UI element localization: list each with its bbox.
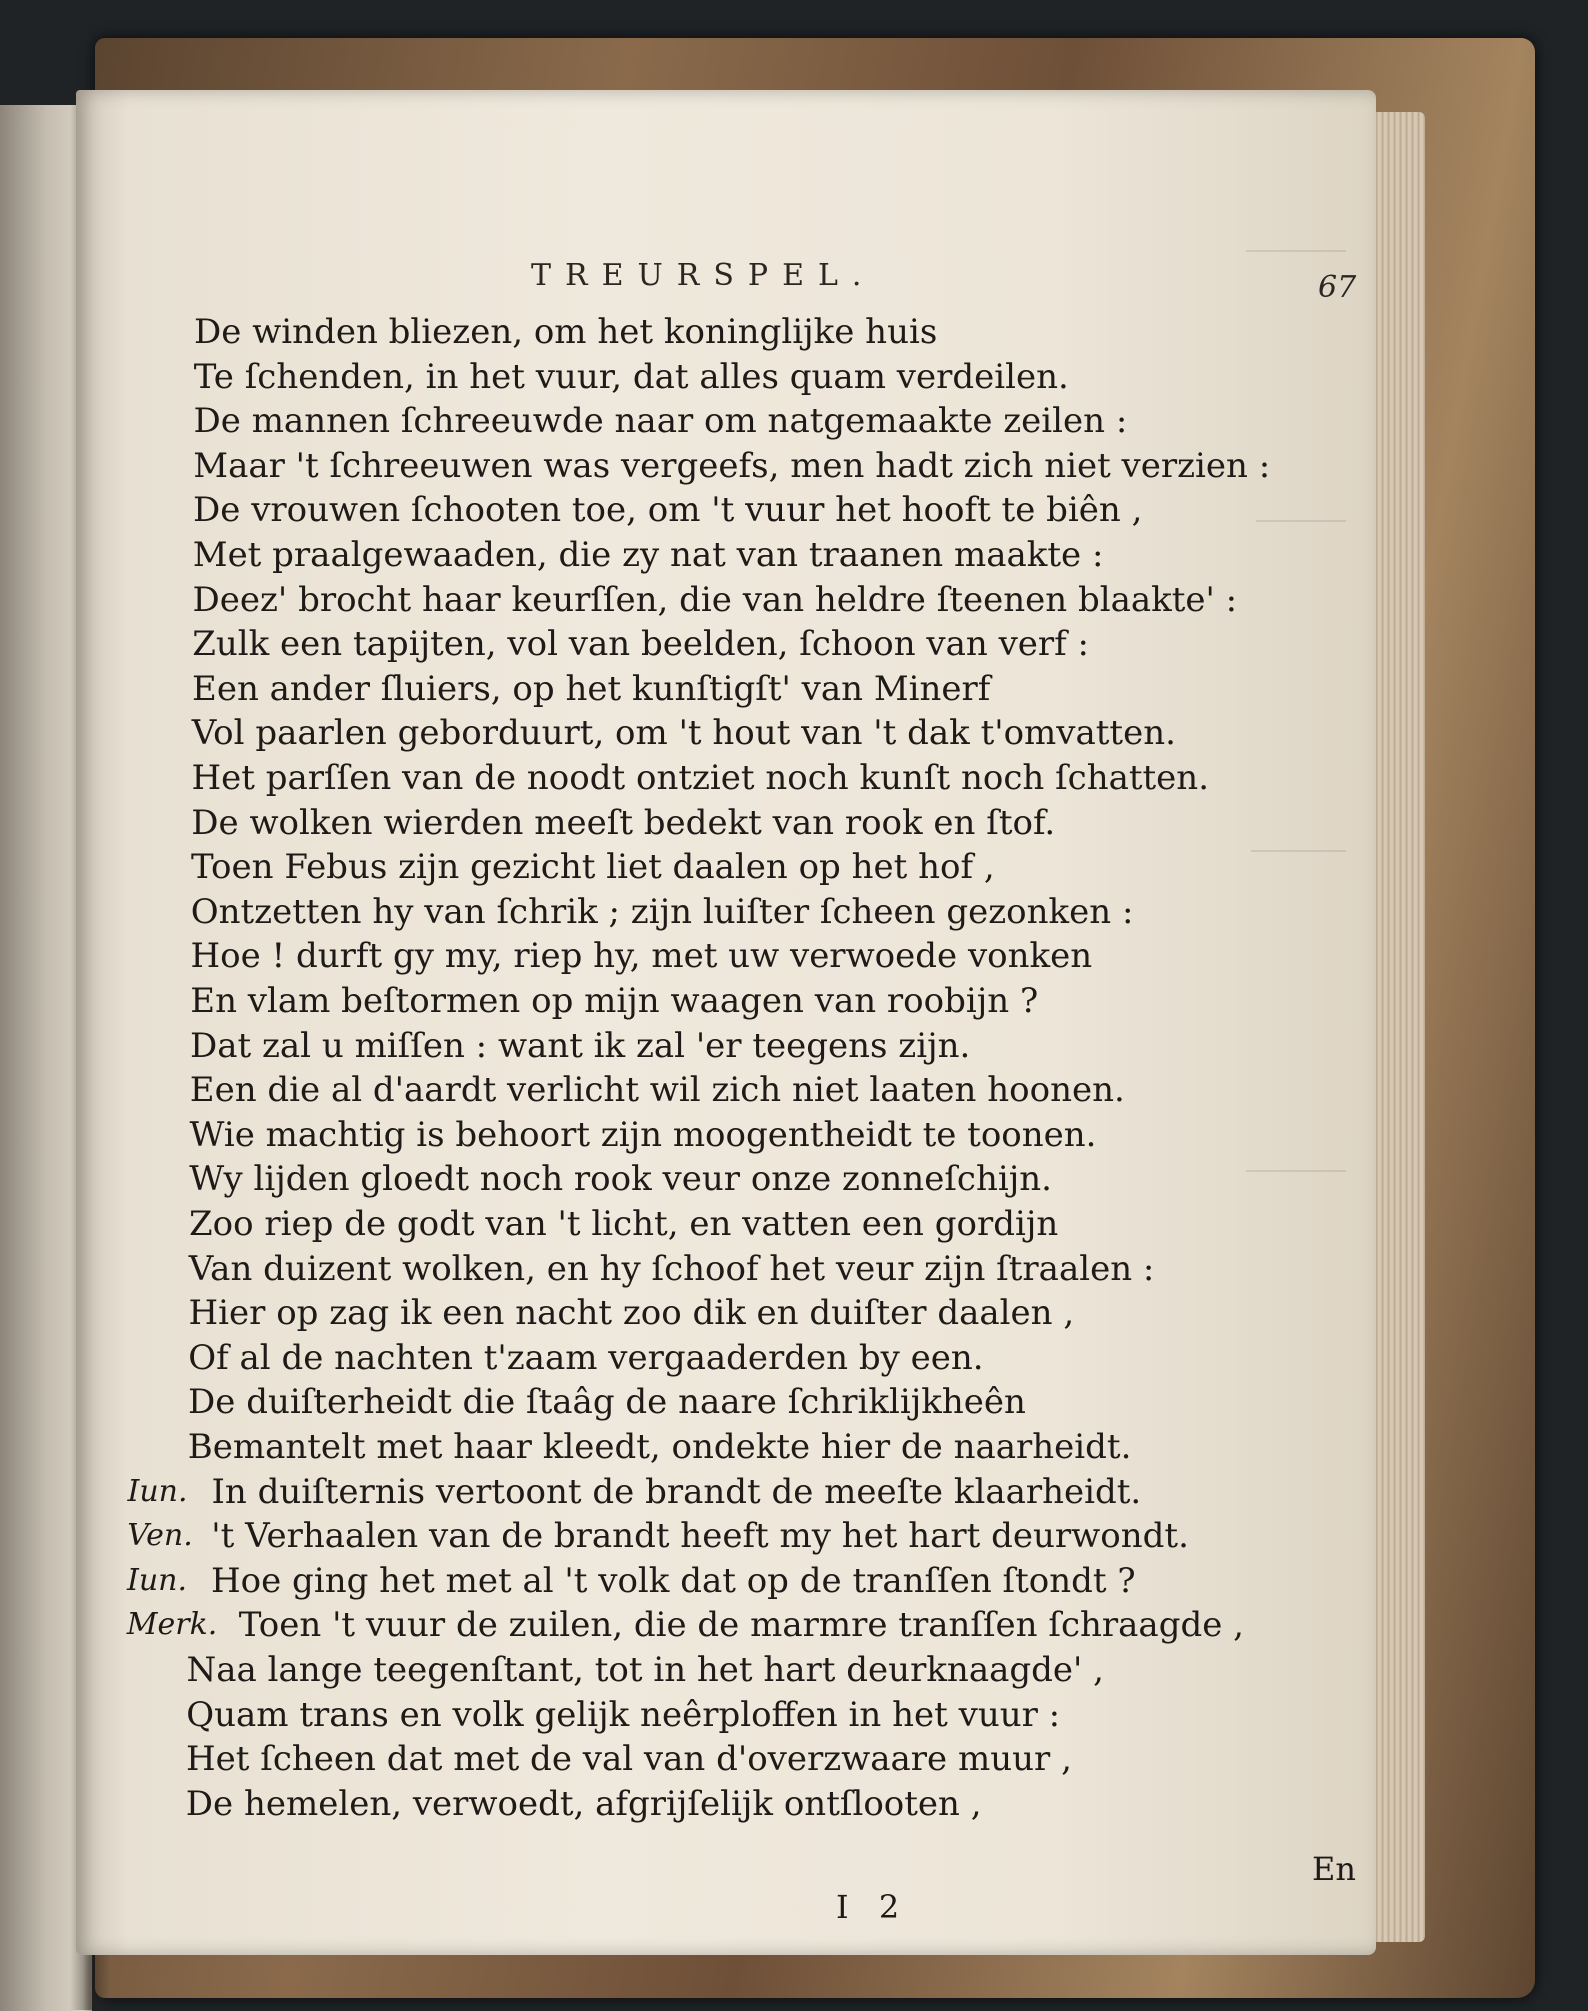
speaker-label: Merk. xyxy=(126,1607,218,1643)
verse-line-text: Hier op zag ik een nacht zoo dik en duiſter daalen , xyxy=(188,1293,1075,1334)
verse-line-text: Bemantelt met haar kleedt, ondekte hier de naarheidt. xyxy=(187,1427,1132,1467)
verse-line-text: De winden bliezen, om het koninglijke huis xyxy=(194,312,938,352)
verse-line-text: Dat zal u miſſen : want ik zal 'er teegens zijn. xyxy=(190,1025,971,1066)
verse-line-text: Hoe ! durft gy my, riep hy, met uw verwoede vonken xyxy=(190,936,1093,977)
speaker-label: Iun. xyxy=(127,1473,188,1509)
verse-line-text: Wy lijden gloedt noch rook veur onze zonneſchijn. xyxy=(189,1159,1052,1200)
verse-line-text: Een ander ſluiers, op het kunſtigſt' van Minerf xyxy=(192,668,991,709)
verse-line-text: De hemelen, verwoedt, afgrijſelijk ontſlooten , xyxy=(185,1783,982,1824)
verse-line-text: Toen 't vuur de zuilen, die de marmre tranſſen ſchraagde , xyxy=(238,1605,1244,1646)
verse-line-text: Van duizent wolken, en hy ſchoof het veur zijn ſtraalen : xyxy=(188,1248,1155,1289)
verse-line-text: Zoo riep de godt van 't licht, en vatten een gordijn xyxy=(189,1204,1059,1244)
verse-line-text: Deez' brocht haar keurſſen, die van heldre ſteenen blaakte' : xyxy=(192,579,1238,620)
verse-line-text: 't Verhaalen van de brandt heeft my het hart deurwondt. xyxy=(211,1516,1189,1557)
verse-line-text: Toen Febus zijn gezicht liet daalen op het hof , xyxy=(191,847,995,888)
speaker-label: Iun. xyxy=(127,1562,188,1598)
verse-line-text: Met praalgewaaden, die zy nat van traanen maakte : xyxy=(192,535,1104,575)
speaker-label: Ven. xyxy=(127,1518,193,1554)
show-through-text xyxy=(1246,1170,1346,1172)
show-through-text xyxy=(1256,520,1346,522)
signature-mark: I 2 xyxy=(836,1888,910,1926)
verse-line-text: Ontzetten hy van ſchrik ; zijn luiſter ſcheen gezonken : xyxy=(190,891,1134,932)
verse-line-text: Quam trans en volk gelijk neêrploffen in het vuur : xyxy=(186,1694,1061,1735)
verse-line-text: De duiſterheidt die ſtaâg de naare ſchriklijkheên xyxy=(188,1382,1026,1423)
show-through-text xyxy=(1246,250,1346,252)
verse-line-text: Zulk een tapijten, vol van beelden, ſchoon van verf : xyxy=(192,624,1090,665)
verse-line-text: De wolken wierden meeſt bedekt van rook en ſtof. xyxy=(191,802,1056,843)
page-number: 67 xyxy=(1318,270,1357,305)
show-through-text xyxy=(1251,850,1346,852)
verse-line-text: Een die al d'aardt verlicht wil zich niet laaten hoonen. xyxy=(189,1070,1125,1111)
verse-line-text: Hoe ging het met al 't volk dat op de tranſſen ſtondt ? xyxy=(211,1560,1136,1601)
verse-line-text: De mannen ſchreeuwde naar om natgemaakte zeilen : xyxy=(193,401,1128,442)
book-page xyxy=(76,90,1376,1955)
verse-line-text: In duiſternis vertoont de brandt de meeſte klaarheidt. xyxy=(211,1471,1142,1512)
verse-line-text: Naa lange teegenſtant, tot in het hart deurknaagde' , xyxy=(186,1650,1104,1690)
verse-line-text: Het parſſen van de noodt ontziet noch kunſt noch ſchatten. xyxy=(191,758,1210,798)
verse-line-text: En vlam beſtormen op mijn waagen van roobijn ? xyxy=(190,981,1039,1021)
verse-line-text: Wie machtig is behoort zijn moogentheidt te toonen. xyxy=(189,1114,1097,1155)
verse-line-text: De vrouwen ſchooten toe, om 't vuur het hooft te biên , xyxy=(193,490,1143,531)
catchword: En xyxy=(1312,1850,1356,1888)
verse-line-text: Te ſchenden, in het vuur, dat alles quam verdeilen. xyxy=(193,356,1069,397)
verse-line-text: Het ſcheen dat met de val van d'overzwaare muur , xyxy=(186,1739,1072,1780)
verse-line-text: Maar 't ſchreeuwen was vergeefs, men hadt zich niet verzien : xyxy=(193,445,1271,486)
verse-line-text: Vol paarlen geborduurt, om 't hout van 't dak t'omvatten. xyxy=(191,713,1176,754)
running-head: TREURSPEL. xyxy=(531,258,876,293)
verse-line-text: Of al de nachten t'zaam vergaaderden by een. xyxy=(188,1337,984,1378)
